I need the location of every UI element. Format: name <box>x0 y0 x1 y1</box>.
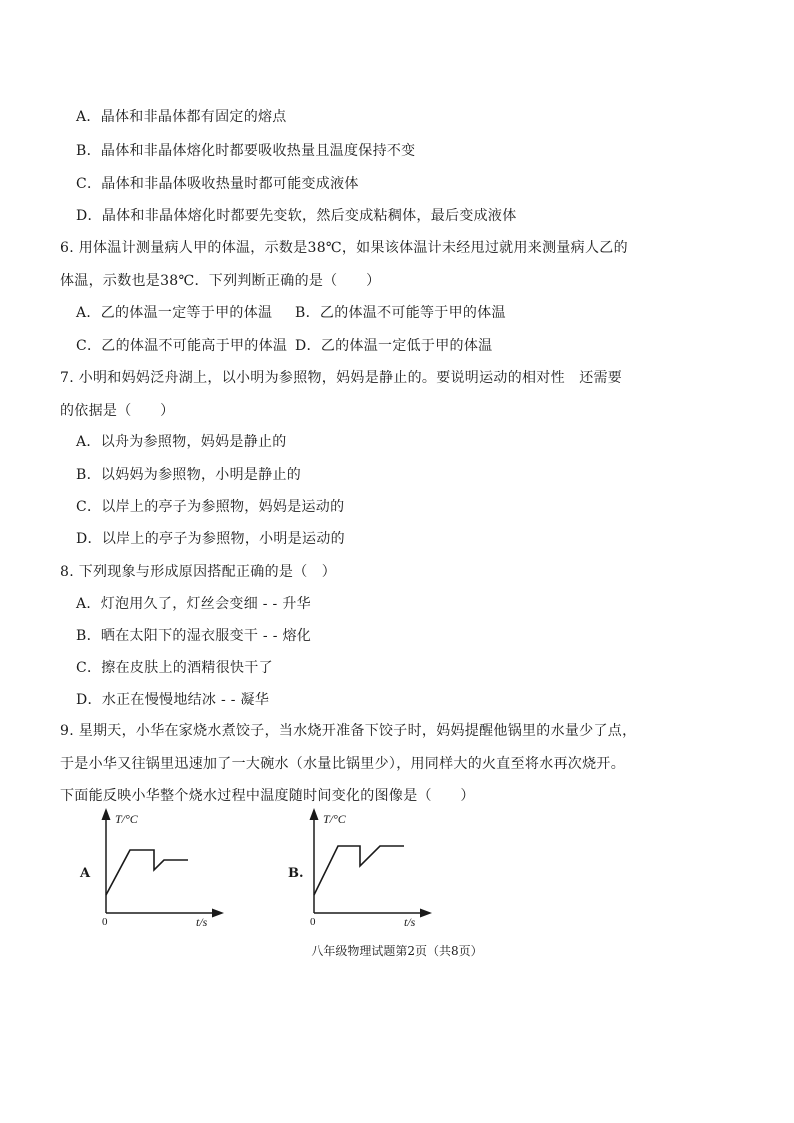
q5-option-a: A．晶体和非晶体都有固定的熔点 <box>76 109 287 125</box>
q9-stem-line1: 9. 星期天，小华在家烧水煮饺子，当水烧开准备下饺子时，妈妈提醒他锅里的水量少了点， <box>60 723 637 739</box>
graph-a-option-label: A <box>80 866 91 881</box>
q7-option-c: C．以岸上的亭子为参照物，妈妈是运动的 <box>76 499 345 515</box>
q9-stem-line3: 下面能反映小华整个烧水过程中温度随时间变化的图像是（ ） <box>60 788 475 804</box>
q7-option-d: D．以岸上的亭子为参照物，小明是运动的 <box>76 531 345 547</box>
graph-b-ylabel: T/°C <box>323 812 346 826</box>
graph-a <box>96 808 226 928</box>
q6-option-a: A．乙的体温一定等于甲的体温 <box>76 305 273 321</box>
graph-b-xlabel: t/s <box>404 915 416 928</box>
q8-stem: 8. 下列现象与形成原因搭配正确的是（ ） <box>60 564 337 580</box>
q6-option-b: B．乙的体温不可能等于甲的体温 <box>295 305 506 321</box>
graph-a-origin: 0 <box>102 916 108 928</box>
q6-option-d: D．乙的体温一定低于甲的体温 <box>295 338 493 354</box>
page-footer: 八年级物理试题第2页（共8页） <box>311 944 483 958</box>
graph-b <box>304 808 434 928</box>
q8-option-a: A．灯泡用久了，灯丝会变细 - - 升华 <box>76 596 311 612</box>
graph-b-option-label: B. <box>288 866 304 881</box>
q6-stem-line2: 体温，示数也是38℃．下列判断正确的是（ ） <box>60 273 381 289</box>
q9-stem-line2: 于是小华又往锅里迅速加了一大碗水（水量比锅里少），用同样大的火直至将水再次烧开。 <box>60 756 625 772</box>
q5-option-c: C．晶体和非晶体吸收热量时都可能变成液体 <box>76 176 359 192</box>
q5-option-d: D．晶体和非晶体熔化时都要先变软，然后变成粘稠体，最后变成液体 <box>76 208 517 224</box>
graph-a-curve <box>106 850 188 895</box>
graph-a-xlabel: t/s <box>196 915 208 928</box>
q8-option-c: C．擦在皮肤上的酒精很快干了 <box>76 660 273 676</box>
q7-stem-line1: 7. 小明和妈妈泛舟湖上，以小明为参照物，妈妈是静止的。要说明运动的相对性 还需要 <box>60 370 623 386</box>
graph-b-origin: 0 <box>310 916 316 928</box>
q6-stem-line1: 6. 用体温计测量病人甲的体温，示数是38℃，如果该体温计未经甩过就用来测量病人乙的 <box>60 240 628 256</box>
q8-option-b: B．晒在太阳下的湿衣服变干 - - 熔化 <box>76 628 312 644</box>
graph-b-curve <box>314 846 404 895</box>
q8-option-d: D．水正在慢慢地结冰 - - 凝华 <box>76 692 270 708</box>
q7-option-a: A．以舟为参照物，妈妈是静止的 <box>76 434 287 450</box>
graph-a-ylabel: T/°C <box>115 812 138 826</box>
q6-option-c: C．乙的体温不可能高于甲的体温 <box>76 338 288 354</box>
q5-option-b: B．晶体和非晶体熔化时都要吸收热量且温度保持不变 <box>76 143 416 159</box>
q7-option-b: B．以妈妈为参照物，小明是静止的 <box>76 467 302 483</box>
q7-stem-line2: 的依据是（ ） <box>60 403 175 419</box>
